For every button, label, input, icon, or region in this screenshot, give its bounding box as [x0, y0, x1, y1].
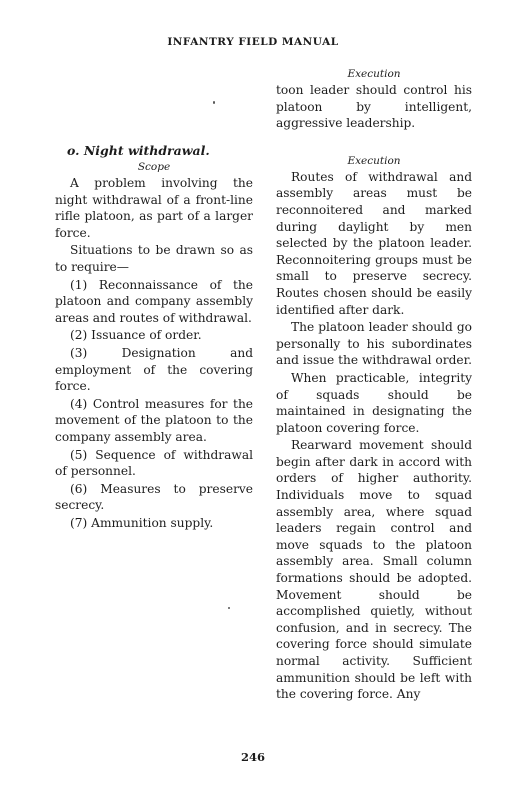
- scope-item-1: (1) Reconnaissance of the platoon and company assembly areas and routes of withdrawal.: [55, 277, 253, 325]
- right-column: [276, 66, 472, 704]
- scope-item-5: (5) Sequence of withdrawal of personnel.: [55, 447, 253, 479]
- execution-paragraph-4: Rearward movement should begin after dark in accord with orders of higher authority. Individuals move to squad assembly area, where squad leaders regain control and move squads to the platoon assembly area. Small column formations should be adopted. Movement should be accomplished quietly, without confusion, and in secrecy. The covering force should simulate normal activity. Sufficient ammunition should be left with the covering force. Any: [276, 438, 472, 702]
- section-title: o. Night withdrawal.: [67, 143, 210, 158]
- running-head: INFANTRY FIELD MANUAL: [167, 36, 339, 48]
- scope-item-7: (7) Ammunition supply.: [70, 515, 214, 530]
- scope-item-3: (3) Designation and employment of the covering force.: [55, 345, 253, 394]
- execution-subheading: Execution: [347, 154, 401, 167]
- ink-speck: [228, 607, 230, 609]
- scope-paragraph-2: Situations to be drawn so as to require—: [55, 243, 253, 274]
- ink-speck: [213, 101, 215, 104]
- execution-paragraph-3: When practicable, integrity of squads should be maintained in designating the platoon covering force.: [276, 370, 472, 435]
- continuation-paragraph: toon leader should control his platoon by intelligent, aggressive leadership.: [276, 83, 472, 131]
- execution-subheading-top: Execution: [347, 68, 401, 80]
- left-column: [55, 143, 253, 532]
- scope-paragraph-1: A problem involving the night withdrawal of a front-line rifle platoon, as part of a larger force.: [55, 176, 253, 240]
- scope-item-6: (6) Measures to preserve secrecy.: [55, 481, 253, 513]
- page-number: 246: [240, 750, 265, 764]
- scope-item-4: (4) Control measures for the movement of the platoon to the company assembly area.: [55, 396, 253, 444]
- scope-item-2: (2) Issuance of order.: [70, 328, 202, 343]
- scope-subheading: Scope: [137, 161, 171, 173]
- execution-paragraph-1: Routes of withdrawal and assembly areas must be reconnoitered and marked during daylight by men selected by the platoon leader. Reconnoitering groups must be small to preserve secrecy. Routes chosen should be easily identified after dark.: [276, 169, 472, 317]
- execution-paragraph-2: The platoon leader should go personally to his subordinates and issue the withdrawal order.: [276, 320, 472, 368]
